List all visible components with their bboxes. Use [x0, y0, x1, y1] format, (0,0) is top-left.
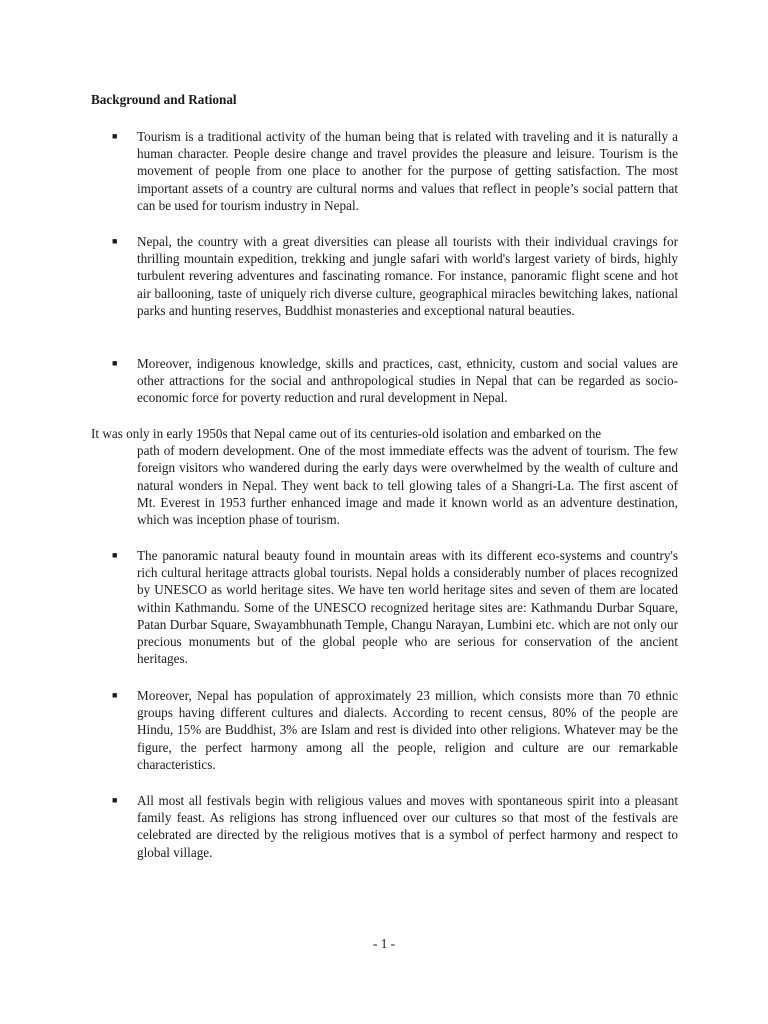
bullet-text: All most all festivals begin with religious values and moves with spontaneous spirit into a pleasant family feast. As religions has strong influenced over our cultures so that most of the festivals are celebrated are directed by the religious motives that is a symbol of perfect harmony and respect to global village. — [137, 793, 678, 860]
bullet-item — [112, 128, 678, 214]
bullet-text: Tourism is a traditional activity of the human being that is related with traveling and it is naturally a human character. People desire change and travel provides the pleasure and leisure. Tourism is the movement of people from one place to another for the purpose of getting satisfaction. The most important assets of a country are cultural norms and values that reflect in people’s social pattern that can be used for tourism industry in Nepal. — [137, 129, 678, 213]
bullet-text: Moreover, indigenous knowledge, skills and practices, cast, ethnicity, custom and social values are other attractions for the social and anthropological studies in Nepal that can be regarded as socio-economic force for poverty reduction and rural development in Nepal. — [137, 356, 678, 406]
section-heading: Background and Rational — [91, 92, 237, 107]
bullet-marker: ■ — [112, 550, 118, 560]
paragraph-continuation: path of modern development. One of the most immediate effects was the advent of tourism. The few foreign visitors who wandered during the early days were overwhelmed by the wealth of culture and natural wonders in Nepal. They went back to tell glowing tales of a Shangri-La. The first ascent of Mt. Everest in 1953 further enhanced image and made it known world as an adventure destination, which was inception phase of tourism. — [137, 443, 678, 528]
bullet-item — [112, 687, 678, 773]
bullet-item — [112, 355, 678, 407]
page-number: - 1 - — [373, 936, 395, 951]
bullet-marker: ■ — [112, 795, 118, 805]
bullet-marker: ■ — [112, 358, 118, 368]
bullet-item — [112, 792, 678, 861]
bullet-marker: ■ — [112, 236, 118, 246]
bullet-marker: ■ — [112, 131, 118, 141]
bullet-text: Moreover, Nepal has population of approximately 23 million, which consists more than 70 ethnic groups having different cultures and dialects. According to recent census, 80% of the people are Hindu, 15% are Buddhist, 3% are Islam and rest is divided into other religions. Whatever may be the figure, the perfect harmony among all the people, religion and culture are our remarkable characteristics. — [137, 688, 678, 772]
paragraph-first-line: It was only in early 1950s that Nepal came out of its centuries-old isolation and embarked on the — [91, 426, 602, 441]
bullet-item — [112, 233, 678, 319]
bullet-marker: ■ — [112, 690, 118, 700]
bullet-text: The panoramic natural beauty found in mountain areas with its different eco-systems and country's rich cultural heritage attracts global tourists. Nepal holds a considerably number of places recognized by UNESCO as world heritage sites. We have ten world heritage sites and seven of them are located within Kathmandu. Some of the UNESCO recognized heritage sites are: Kathmandu Durbar Square, Patan Durbar Square, Swayambhunath Temple, Changu Narayan, Lumbini etc. which are not only our precious monuments but of the global people who are serious for conservation of the ancient heritages. — [137, 548, 678, 667]
body-paragraph — [91, 425, 678, 528]
bullet-text: Nepal, the country with a great diversities can please all tourists with their individual cravings for thrilling mountain expedition, trekking and jungle safari with world's largest variety of birds, highly turbulent revering adventures and fascinating romance. For instance, panoramic flight scene and hot air ballooning, taste of uniquely rich diverse culture, geographical miracles bewitching lakes, national parks and hunting reserves, Buddhist monasteries and exceptional natural beauties. — [137, 234, 678, 318]
bullet-item — [112, 547, 678, 667]
